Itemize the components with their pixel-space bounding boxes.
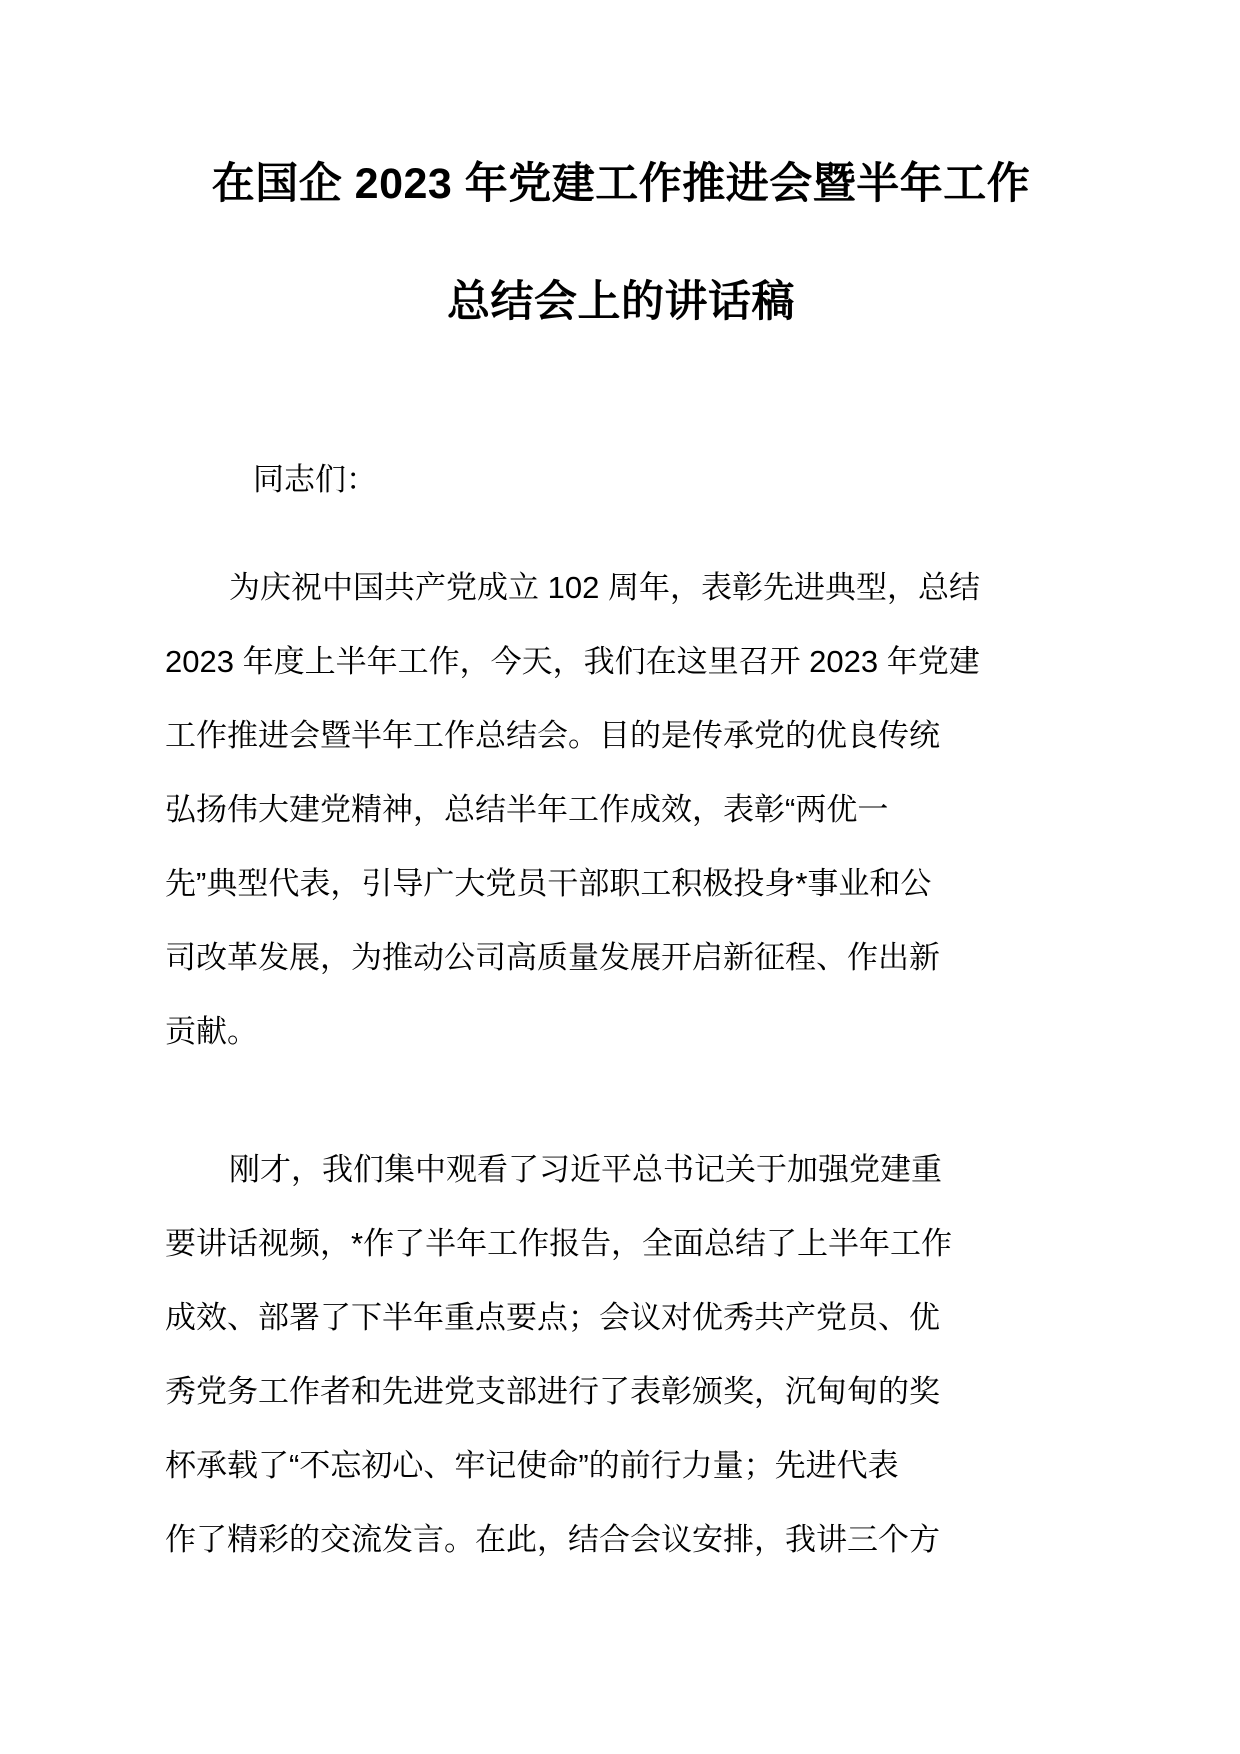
paragraph-line: 作了精彩的交流发言。在此，结合会议安排，我讲三个方 <box>165 1522 940 1557</box>
paragraph-line: 弘扬伟大建党精神，总结半年工作成效，表彰“两优一 <box>165 792 889 827</box>
paragraph-line: 贡献。 <box>165 1014 258 1049</box>
paragraph-line: 秀党务工作者和先进党支部进行了表彰颁奖，沉甸甸的奖 <box>165 1374 940 1409</box>
paragraph-line: 2023 年度上半年工作，今天，我们在这里召开 2023 年党建 <box>165 644 980 679</box>
paragraph-line: 司改革发展，为推动公司高质量发展开启新征程、作出新 <box>165 940 940 975</box>
paragraph-line: 杯承载了“不忘初心、牢记使命”的前行力量；先进代表 <box>165 1448 899 1483</box>
salutation: 同志们： <box>253 462 377 497</box>
document-body <box>165 0 1077 1577</box>
paragraph-line: 工作推进会暨半年工作总结会。目的是传承党的优良传统 <box>165 718 940 753</box>
page-title <box>165 0 1077 324</box>
body-paragraph-2 <box>165 1069 1077 1577</box>
paragraph-line: 为庆祝中国共产党成立 102 周年，表彰先进典型，总结 <box>229 570 980 605</box>
paragraph-line: 成效、部署了下半年重点要点；会议对优秀共产党员、优 <box>165 1300 940 1335</box>
paragraph-line: 先”典型代表，引导广大党员干部职工积极投身*事业和公 <box>165 866 932 901</box>
paragraph-line: 刚才，我们集中观看了习近平总书记关于加强党建重 <box>229 1152 942 1187</box>
page-title-line-2: 总结会上的讲话稿 <box>447 278 795 326</box>
body-paragraph-1 <box>165 495 1077 1069</box>
paragraph-line: 要讲话视频，*作了半年工作报告，全面总结了上半年工作 <box>165 1226 953 1261</box>
page-title-line-1: 在国企 2023 年党建工作推进会暨半年工作 <box>211 160 1031 208</box>
